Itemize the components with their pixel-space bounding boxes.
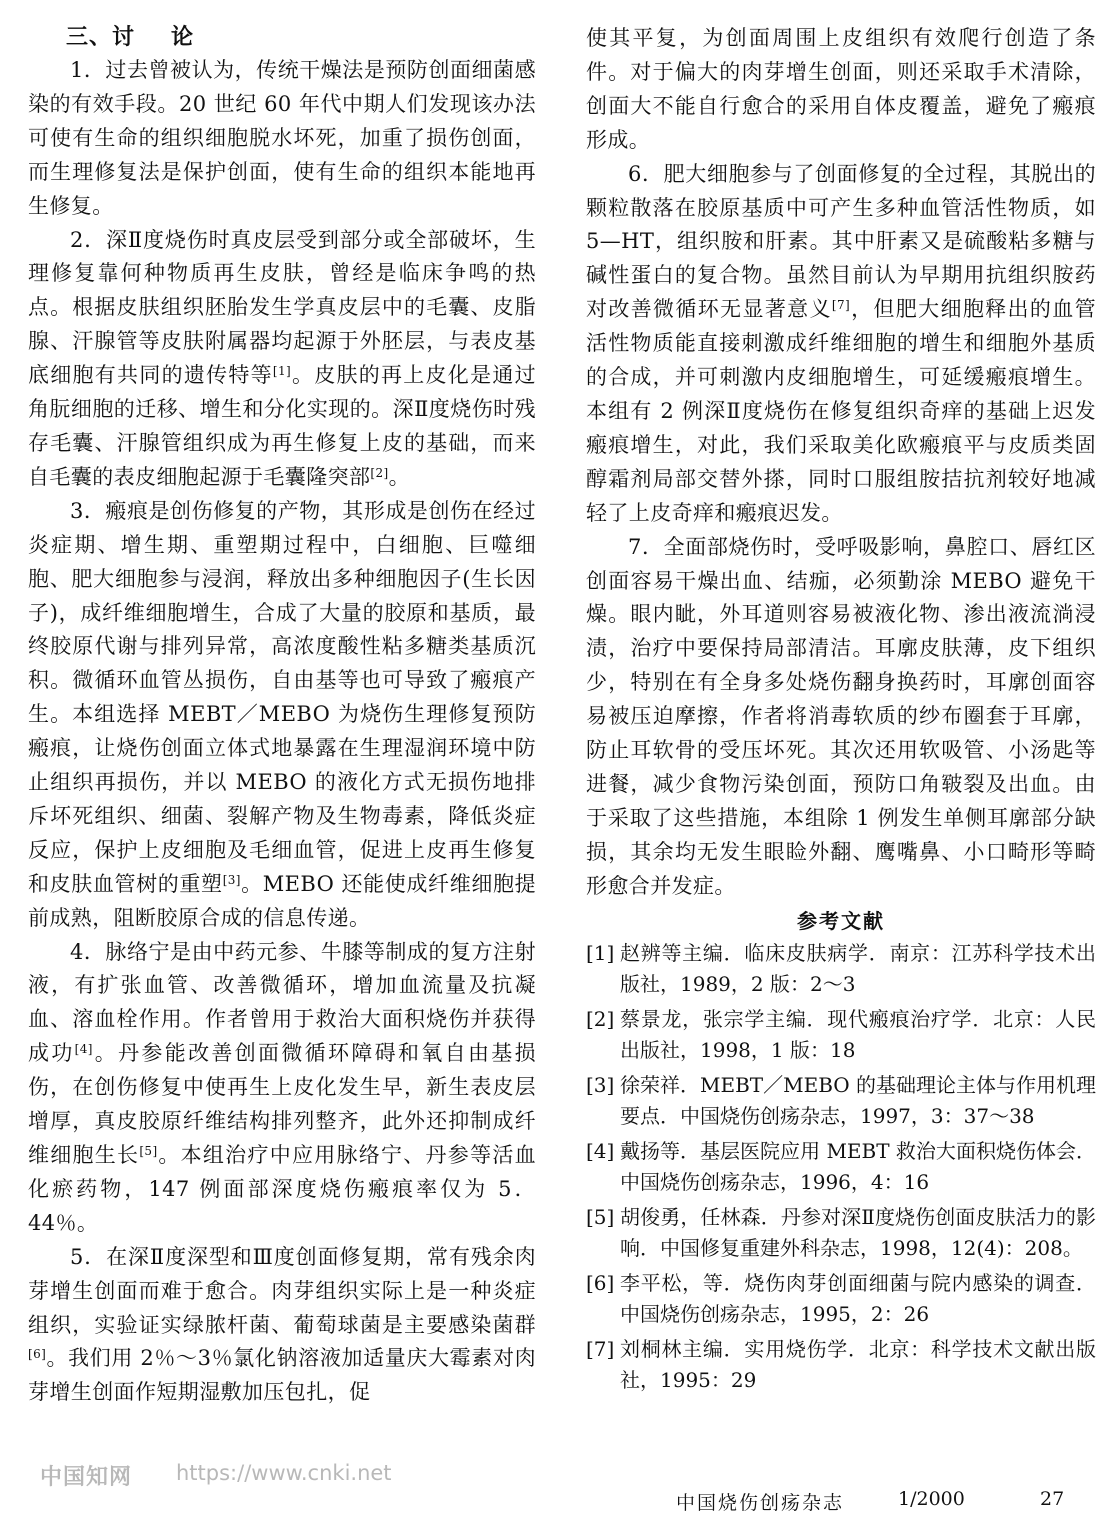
paragraph-text: 6．肥大细胞参与了创面修复的全过程，其脱出的颗粒散落在胶原基质中可产生多种血管活性物质，如 5—HT，组织胺和肝素。其中肝素又是硫酸粘多糖与碱性蛋白的复合物。虽然目前认为早期用抗组织胺药对改善微循环无显著意义 xyxy=(586,161,1096,322)
paragraph-text: 使其平复，为创面周围上皮组织有效爬行创造了条件。对于偏大的肉芽增生创面，则还采取手术清除，创面大不能自行愈合的采用自体皮覆盖，避免了瘢痕形成。 xyxy=(586,26,1096,152)
paragraph-text: 2．深Ⅱ度烧伤时真皮层受到部分或全部破坏，生理修复靠何种物质再生皮肤，曾经是临床争鸣的热点。根据皮肤组织胚胎发生学真皮层中的毛囊、皮脂腺、汗腺管等皮肤附属器均起源于外胚层，与表皮基底细胞有共同的遗传特等 xyxy=(28,227,536,388)
reference-text: 蔡景龙，张宗学主编．现代瘢痕治疗学．北京：人民出版社，1998，1 版：18 xyxy=(620,1006,1096,1063)
paragraph-text: 7．全面部烧伤时，受呼吸影响，鼻腔口、唇红区创面容易干燥出血、结痂，必须勤涂 MEBO 避免干燥。眼内眦，外耳道则容易被液化物、渗出液流淌浸渍，治疗中要保持局部清洁。耳廓皮肤薄，皮下组织少，特别在有全身多处烧伤翻身换药时，耳廓创面容易被压迫摩擦，作者将消毒软质的纱布圈套于耳廓，防止耳软骨的受压坏死。其次还用软吸管、小汤匙等进餐，减少食物污染创面，预防口角皲裂及出血。由于采取了这些措施，本组除 1 例发生单侧耳廓部分缺损，其余均无发生眼睑外翻、鹰嘴鼻、小口畸形等畸形愈合并发症。 xyxy=(586,534,1096,898)
journal-name: 中国烧伤创疡杂志 xyxy=(676,1492,845,1514)
reference-item xyxy=(586,1136,1096,1199)
reference-text: 李平松，等．烧伤肉芽创面细菌与院内感染的调查．中国烧伤创疡杂志，1995，2：26 xyxy=(620,1270,1096,1327)
reference-text: 戴扬等．基层医院应用 MEBT 救治大面积烧伤体会．中国烧伤创疡杂志，1996，4：16 xyxy=(620,1138,1096,1195)
paragraph-2 xyxy=(28,224,536,495)
reference-number: [3] xyxy=(586,1072,615,1097)
page-number: 27 xyxy=(1040,1488,1065,1510)
paragraph-text: 。 xyxy=(388,464,411,489)
citation-1: [1] xyxy=(272,364,292,379)
section-title-char-2: 论 xyxy=(171,25,195,50)
reference-item xyxy=(586,1202,1096,1265)
reference-number: [4] xyxy=(586,1138,615,1163)
section-heading xyxy=(66,22,536,54)
journal-issue: 1/2000 xyxy=(898,1488,965,1510)
reference-number: [6] xyxy=(586,1270,615,1295)
cnki-watermark-logo: 中国知网 xyxy=(40,1465,133,1490)
section-title-char-1: 讨 xyxy=(112,25,136,50)
reference-number: [5] xyxy=(586,1204,615,1229)
paragraph-text: 。丹参能改善创面微循环障碍和氧自由基损伤，在创伤修复中使再生上皮化发生早，新生表皮层增厚，真皮胶原纤维结构排列整齐，此外还抑制成纤维细胞生长 xyxy=(28,1041,536,1167)
reference-item xyxy=(586,1334,1096,1397)
reference-text: 徐荣祥．MEBT／MEBO 的基础理论主体与作用机理要点．中国烧伤创疡杂志，1997，3：37～38 xyxy=(620,1072,1097,1129)
citation-5: [5] xyxy=(139,1144,158,1158)
paragraph-text: 。MEBO 还能使成纤维细胞提前成熟，阻断胶原合成的信息传递。 xyxy=(28,871,536,930)
reference-number: [1] xyxy=(586,940,615,965)
citation-6: [6] xyxy=(28,1347,47,1362)
right-column xyxy=(586,22,1096,1400)
paragraph-text: 。我们用 2％～3％氯化钠溶液加适量庆大霉素对肉芽增生创面作短期湿敷加压包扎，促 xyxy=(28,1346,536,1405)
paragraph-6 xyxy=(586,158,1096,531)
reference-number: [2] xyxy=(586,1006,615,1031)
paragraph-3 xyxy=(28,495,536,936)
citation-7: [7] xyxy=(831,298,851,313)
paragraph-text: 3．瘢痕是创伤修复的产物，其形成是创伤在经过炎症期、增生期、重塑期过程中，白细胞、巨噬细胞、肥大细胞参与浸润，释放出多种细胞因子(生长因子)，成纤维细胞增生，合成了大量的胶原和基质，最终胶原代谢与排列异常，高浓度酸性粘多糖类基质沉积。微循环血管丛损伤，自由基等也可导致了瘢痕产生。本组选择 MEBT／MEBO 为烧伤生理修复预防瘢痕，让烧伤创面立体式地暴露在生理湿润环境中防止组织再损伤，并以 MEBO 的液化方式无损伤地排斥坏死组织、细菌、裂解产物及生物毒素，降低炎症反应，保护上皮细胞及毛细血管，促进上皮再生修复和皮肤血管树的重塑 xyxy=(28,498,536,896)
reference-item xyxy=(586,1070,1096,1133)
section-number: 三、 xyxy=(66,25,113,50)
reference-text: 赵辨等主编．临床皮肤病学．南京：江苏科学技术出版社，1989，2 版：2～3 xyxy=(620,940,1096,997)
paragraph-5-continued xyxy=(586,22,1096,158)
reference-list xyxy=(586,938,1096,1397)
reference-text: 刘桐林主编．实用烧伤学．北京：科学技术文献出版社，1995：29 xyxy=(620,1336,1096,1393)
paragraph-text: 。皮肤的再上皮化是通过角朊细胞的迁移、增生和分化实现的。深Ⅱ度烧伤时残存毛囊、汗腺管组织成为再生修复上皮的基础，而来自毛囊的表皮细胞起源于毛囊隆突部 xyxy=(28,363,537,489)
paragraph-text: 1．过去曾被认为，传统干燥法是预防创面细菌感染的有效手段。20 世纪 60 年代中期人们发现该办法可使有生命的组织细胞脱水坏死，加重了损伤创面，而生理修复法是保护创面，使有生命的组织本能地再生修复。 xyxy=(28,58,536,218)
citation-4: [4] xyxy=(74,1042,93,1057)
paragraph-4 xyxy=(28,936,536,1241)
reference-text: 胡俊勇，任林森．丹参对深Ⅱ度烧伤创面皮肤活力的影响．中国修复重建外科杂志，1998，12(4)：208。 xyxy=(620,1204,1096,1261)
citation-2: [2] xyxy=(370,465,389,480)
reference-item xyxy=(586,1004,1096,1067)
paragraph-5 xyxy=(28,1241,536,1411)
paragraph-text: 4．脉络宁是由中药元参、牛膝等制成的复方注射液，有扩张血管、改善微循环，增加血流量及抗凝血、溶血栓作用。作者曾用于救治大面积烧伤并获得成功 xyxy=(28,939,536,1066)
paragraph-text: ，但肥大细胞释出的血管活性物质能直接刺激成纤维细胞的增生和细胞外基质的合成，并可刺激内皮细胞增生，可延缓瘢痕增生。本组有 2 例深Ⅱ度烧伤在修复组织奇痒的基础上迟发瘢痕增生，对此，我们采取美化欧瘢痕平与皮质类固醇霜剂局部交替外搽，同时口服组胺拮抗剂较好地减轻了上皮奇痒和瘢痕迟发。 xyxy=(586,297,1097,525)
reference-number: [7] xyxy=(586,1336,615,1361)
left-column xyxy=(28,22,536,1410)
paragraph-text: 。本组治疗中应用脉络宁、丹参等活血化瘀药物，147 例面部深度烧伤瘢痕率仅为 5．44％。 xyxy=(28,1143,536,1235)
reference-item xyxy=(586,938,1096,1001)
reference-item xyxy=(586,1268,1096,1331)
citation-3: [3] xyxy=(222,872,241,887)
paragraph-text: 5．在深Ⅱ度深型和Ⅲ度创面修复期，常有残余肉芽增生创面而难于愈合。肉芽组织实际上是一种炎症组织，实验证实绿脓杆菌、葡萄球菌是主要感染菌群 xyxy=(28,1244,536,1337)
paragraph-7 xyxy=(586,531,1096,904)
paragraph-1 xyxy=(28,54,536,224)
references-heading: 参考文献 xyxy=(797,908,885,933)
cnki-watermark-url: https://www.cnki.net xyxy=(176,1461,392,1485)
